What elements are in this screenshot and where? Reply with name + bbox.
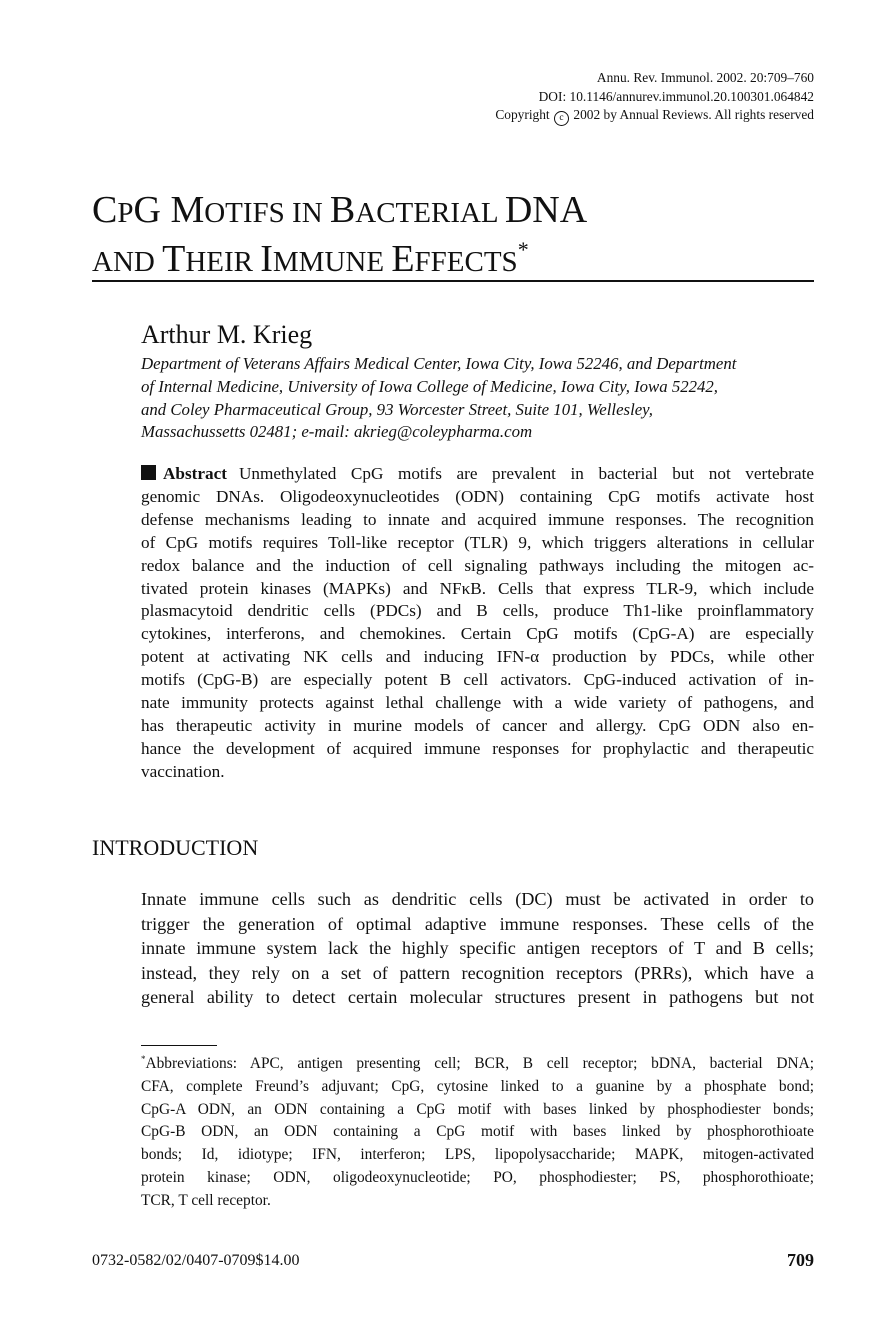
footnote-line-text: Abbreviations: APC, antigen presenting cell; BCR, B cell receptor; bDNA, bacterial DNA; [145, 1055, 814, 1072]
introduction-line: innate immune system lack the highly specific antigen receptors of T and B cells; [141, 938, 814, 959]
title-line-2-text [92, 238, 518, 280]
title-segment: T [162, 238, 186, 280]
abstract-line: defense mechanisms leading to innate and acquired immune responses. The recognition [141, 509, 814, 529]
introduction-text [141, 887, 814, 1010]
title-segment: P [117, 197, 134, 229]
abstract-line: has therapeutic activity in murine models of cancer and allergy. CpG ODN also en- [141, 715, 814, 735]
abstract-line: tivated protein kinases (MAPKs) and NFκB. Cells that express TLR-9, which include [141, 578, 814, 598]
abstract-label: Abstract [163, 464, 227, 483]
title-segment: C [92, 189, 118, 231]
footnote-abbreviations [141, 1053, 814, 1213]
title-rule [92, 280, 814, 282]
footnote-mark: * [141, 1054, 146, 1064]
abstract-line: redox balance and the induction of cell signaling pathways including the mitogen ac- [141, 555, 814, 575]
copyright-line [495, 106, 814, 126]
abstract-line: potent at activating NK cells and inducing IFN-α production by PDCs, while other [141, 647, 814, 667]
introduction-line: instead, they rely on a set of pattern recognition receptors (PRRs), which have a [141, 962, 814, 983]
author-name: Arthur M. Krieg [141, 320, 313, 349]
running-header [495, 69, 814, 126]
footnote-line: CpG-A ODN, an ODN containing a CpG motif with bases linked by phosphodiester bonds; [141, 1100, 814, 1118]
abstract-line [141, 463, 814, 486]
abstract-line: genomic DNAs. Oligodeoxynucleotides (ODN) containing CpG motifs activate host [141, 486, 814, 506]
affiliation-line: Massachussetts 02481; e-mail: akrieg@coleypharma.com [141, 422, 533, 442]
copyright-text: 2002 by Annual Reviews. All rights reserved [573, 107, 814, 123]
abstract-line: plasmacytoid dendritic cells (PDCs) and B cells, produce Th1-like proinflammatory [141, 601, 814, 621]
journal-citation: Annu. Rev. Immunol. 2002. 20:709–760 [596, 70, 814, 85]
title-footnote-mark[interactable]: * [517, 237, 529, 262]
title-line-2 [92, 236, 814, 285]
title-segment: ACTERIAL [355, 197, 505, 229]
title-segment: FFECTS [414, 246, 518, 278]
title-segment: I [260, 238, 273, 280]
title-segment: OTIFS IN [204, 197, 330, 229]
footnote-line: CpG-B ODN, an ODN containing a CpG motif with bases linked by phosphorothioate [141, 1123, 814, 1141]
title-segment: E [391, 238, 415, 280]
author-affiliation [141, 353, 814, 444]
affiliation-line: of Internal Medicine, University of Iowa College of Medicine, Iowa City, Iowa 52242, [141, 376, 718, 396]
introduction-line: general ability to detect certain molecular structures present in pathogens but not [141, 987, 814, 1008]
introduction-line: trigger the generation of optimal adaptive immune responses. These cells of the [141, 913, 814, 934]
abstract-line-text: Unmethylated CpG motifs are prevalent in bacterial but not vertebrate [238, 464, 814, 483]
copyright-icon: c [554, 111, 569, 126]
title-segment: DNA [504, 189, 588, 231]
footnote-line: CFA, complete Freund’s adjuvant; CpG, cytosine linked to a guanine by a phosphate bond; [141, 1077, 814, 1095]
abstract-line: of CpG motifs requires Toll-like receptor (TLR) 9, which triggers alterations in cellular [141, 532, 814, 552]
footnote-line: bonds; Id, idiotype; IFN, interferon; LPS, lipopolysaccharide; MAPK, mitogen-activated [141, 1146, 814, 1164]
abstract-line: hance the development of acquired immune responses for prophylactic and therapeutic [141, 738, 814, 758]
article-code: 0732-0582/02/0407-0709$14.00 [92, 1252, 300, 1269]
title-line-1 [92, 187, 814, 236]
abstract [141, 463, 814, 784]
affiliation-line: and Coley Pharmaceutical Group, 93 Worcester Street, Suite 101, Wellesley, [141, 399, 653, 419]
copyright-label: Copyright [495, 107, 550, 123]
doi-line: DOI: 10.1146/annurev.immunol.20.100301.064842 [538, 88, 814, 104]
footnote-line [141, 1053, 814, 1076]
footnote-line: protein kinase; ODN, oligodeoxynucleotide; PO, phosphodiester; PS, phosphorothioate; [141, 1168, 814, 1186]
title-segment: AND [92, 246, 163, 278]
page-number: 709 [787, 1250, 814, 1270]
title-segment: B [329, 189, 356, 231]
article-title [92, 187, 814, 285]
title-segment: MMUNE [272, 246, 392, 278]
title-segment: HEIR [185, 246, 261, 278]
abstract-line: cytokines, interferons, and chemokines. Certain CpG motifs (CpG-A) are especially [141, 624, 814, 644]
title-segment: G M [133, 189, 205, 231]
abstract-square-icon [141, 465, 156, 480]
affiliation-line: Department of Veterans Affairs Medical Center, Iowa City, Iowa 52246, and Department [141, 354, 737, 373]
section-heading-introduction: INTRODUCTION [92, 835, 259, 860]
introduction-line: Innate immune cells such as dendritic cells (DC) must be activated in order to [141, 889, 814, 909]
abstract-line: nate immunity protects against lethal challenge with a wide variety of pathogens, and [141, 693, 814, 713]
abstract-line: motifs (CpG-B) are especially potent B cell activators. CpG-induced activation of in- [141, 670, 814, 690]
abstract-line: vaccination. [141, 761, 225, 781]
footnote-rule [141, 1045, 217, 1046]
footnote-line: TCR, T cell receptor. [141, 1191, 271, 1209]
